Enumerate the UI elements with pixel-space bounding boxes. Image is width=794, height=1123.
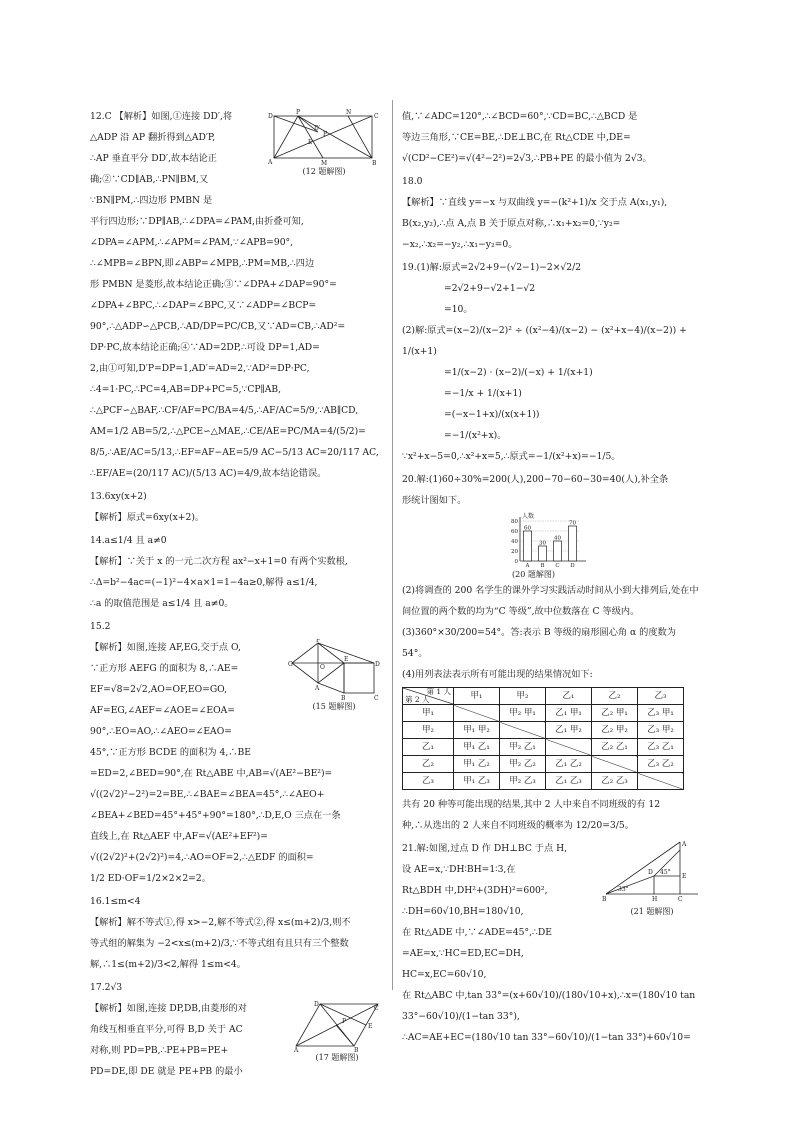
table-cell: 乙₃ 乙₁ bbox=[638, 739, 684, 756]
q19-line: =−1/(x²+x)。 bbox=[444, 430, 507, 441]
q12-line: ∠DPA=∠APM,∴∠APM=∠PAM,∵∠APB=90°, bbox=[90, 237, 294, 248]
table-corner-cell bbox=[403, 688, 454, 705]
table-cell: 乙₁ 乙₂ bbox=[546, 756, 592, 773]
q19-line: =1/(x−2) · (x−2)/(−x) + 1/(x+1) bbox=[444, 367, 593, 378]
q12-line: 2,由①可知,D′P=DP=1,AD′=AD=2,∵AD²=DP·PC, bbox=[90, 363, 310, 374]
q21-line: 在 Rt△ADE 中,∵∠ADE=45°,∴DE bbox=[402, 927, 552, 938]
table-row-header: 甲₁ bbox=[403, 705, 454, 722]
table-cell: 乙₂ 乙₁ bbox=[592, 739, 638, 756]
q12-line: ∴∠MPB=∠BPN,即∠ABP=∠MPB,∴PM=MB,∴四边 bbox=[90, 258, 315, 269]
solution-15 bbox=[90, 616, 380, 889]
table-cell: 乙₂ 甲₂ bbox=[592, 722, 638, 739]
solution-20 bbox=[402, 469, 702, 836]
fig15-label-A: A bbox=[315, 685, 320, 692]
q19-line: (2)解:原式=(x−2)/(x−2)² ÷ ((x²−4)/(x−2) − (x²+x−4)/(x−2)) + 1/(x+1) bbox=[402, 325, 687, 357]
solution-18 bbox=[402, 171, 702, 255]
q15-line: AF=EG,∠AEF=∠AOE=∠EOA= bbox=[90, 705, 235, 716]
q15-line: ∵正方形 AEFG 的面积为 8,∴AE= bbox=[90, 663, 239, 674]
q17-line: 【解析】如图,连接 DP,DB,由菱形的对 bbox=[90, 1003, 247, 1014]
solution-16 bbox=[90, 891, 380, 975]
table-header-row bbox=[403, 688, 684, 705]
y-tick-label: 40 bbox=[511, 539, 518, 545]
table-cell: 甲₂ 乙₂ bbox=[500, 756, 546, 773]
q18-line: −x₂,∴x₂=−y₂,∴x₁−y₂=0。 bbox=[402, 239, 518, 250]
q15-line: 直线上,在 Rt△AEF 中,AF=√(AE²+EF²)= bbox=[90, 831, 268, 842]
q12-line: AM=1/2 AB=5/2,∴△PCE∽△MAE,∴CE/AE=PC/MA=4/(5/2)= bbox=[90, 426, 366, 437]
q12-line: ∠DPA+∠BPC,∴∠DAP=∠BPC,又∵∠ADP=∠BCP= bbox=[90, 300, 317, 311]
y-axis-label: 人数 bbox=[522, 513, 535, 520]
table-column-header: 乙₂ bbox=[592, 688, 638, 705]
table-row bbox=[403, 756, 684, 773]
column-divider bbox=[392, 100, 393, 990]
fig12-label-M: M bbox=[321, 160, 328, 166]
fig15-label-D: D bbox=[375, 661, 380, 668]
table-cell: 乙₂ 甲₁ bbox=[592, 705, 638, 722]
figure-17 bbox=[294, 1000, 380, 1063]
q15-line: 【解析】如图,连接 AF,EG,交于点 O, bbox=[90, 642, 241, 653]
q12-line: ∴4=1·PC,∴PC=4,AB=DP+PC=5,∵CP∥AB, bbox=[90, 384, 282, 395]
y-tick-label: 60 bbox=[511, 529, 518, 535]
fig21-label-E: E bbox=[682, 873, 687, 880]
q21-line: 在 Rt△ABC 中,tan 33°=(x+60√10)/(180√10+x),∴x=(180√10 tan 33°−60√10)/(1−tan 33°), bbox=[402, 990, 696, 1022]
q12-line: 确;②∵CD∥AB,∴PN∥BM,又 bbox=[90, 174, 209, 185]
fig17-label-P: P bbox=[342, 1018, 347, 1025]
fig15-label-G: G bbox=[288, 661, 293, 668]
q20-line: (4)用列表法表示所有可能出现的结果情况如下: bbox=[402, 669, 593, 680]
figure-15-caption: (15 题解图) bbox=[312, 702, 356, 711]
bar bbox=[554, 541, 562, 561]
table-row-header: 乙₃ bbox=[403, 773, 454, 790]
q20-line: (3)360°×30/200=54°。答:表示 B 等级的扇形圆心角 α 的度数为 54°。 bbox=[402, 627, 676, 659]
q17c-line: 等边三角形,∵CE=BE,∴DE⊥BC,在 Rt△CDE 中,DE= bbox=[402, 132, 631, 143]
q17c-line: 值,∵∠ADC=120°,∴∠BCD=60°,∵CD=BC,∴△BCD 是 bbox=[402, 111, 638, 122]
bar-value-label: 30 bbox=[539, 540, 546, 547]
figure-15-diagram bbox=[288, 639, 380, 701]
q14-line: ∴a 的取值范围是 a≤1/4 且 a≠0。 bbox=[90, 598, 234, 609]
x-tick-label: B bbox=[540, 563, 545, 569]
figure-12-caption: (12 题解图) bbox=[302, 167, 346, 176]
q19-line: =2√2+9−√2+1−√2 bbox=[444, 283, 536, 294]
q12-line: 8/5,∴AE/AC=5/13,∴EF=AF−AE=5/9 AC−5/13 AC=20/117 AC, bbox=[90, 447, 379, 458]
q15-line: 90°,∴EO=AO,∴∠AEO=∠EAO= bbox=[90, 726, 232, 737]
q15-line: =ED=2,∠BED=90°,在 Rt△ABE 中,AB=√(AE²−BE²)= bbox=[90, 768, 333, 779]
table-cell: 乙₃ 乙₂ bbox=[638, 756, 684, 773]
figure-20-caption: (20 题解图) bbox=[512, 570, 555, 579]
q12-line: 12.C 【解析】如图,①连接 DD′,将 bbox=[90, 111, 233, 122]
fig15-label-B: B bbox=[341, 695, 346, 701]
x-tick-label: D bbox=[570, 563, 575, 569]
table-cell: 甲₁ 乙₁ bbox=[454, 739, 500, 756]
table-cell-empty bbox=[638, 773, 684, 790]
q17c-line: √(CD²−CE²)=√(4²−2²)=2√3,∴PB+PE 的最小值为 2√3。 bbox=[402, 153, 652, 164]
table-cell-empty bbox=[500, 722, 546, 739]
q14-line: 14.a≤1/4 且 a≠0 bbox=[90, 535, 167, 546]
fig12-label-E: E bbox=[308, 139, 313, 146]
q19-line: 19.(1)解:原式=2√2+9−(√2−1)−2×√2/2 bbox=[402, 262, 582, 273]
q19-line: =(−x−1+x)/(x(x+1)) bbox=[444, 409, 540, 420]
figure-21 bbox=[602, 840, 702, 917]
solution-17 bbox=[90, 977, 380, 1082]
solution-17-continued bbox=[402, 106, 702, 169]
q20-line: (2)将调查的 200 名学生的课外学习实践活动时间从小到大排列后,处在中间位置的两个数的均为“C 等级”,故中位数落在 C 等级内。 bbox=[402, 585, 699, 617]
fig21-label-B: B bbox=[602, 896, 607, 903]
fig12-label-D1: D′ bbox=[314, 125, 321, 132]
figure-17-caption: (17 题解图) bbox=[315, 1053, 359, 1062]
q15-line: 15.2 bbox=[90, 621, 111, 632]
bar bbox=[539, 546, 547, 561]
solution-14 bbox=[90, 530, 380, 614]
fig21-label-A: A bbox=[682, 841, 687, 848]
q12-line: ∵BN∥PM,∴四边形 PMBN 是 bbox=[90, 195, 213, 206]
table-column-header: 甲₂ bbox=[500, 688, 546, 705]
table-cell: 乙₃ 甲₂ bbox=[638, 722, 684, 739]
right-column bbox=[402, 104, 702, 1048]
figure-21-diagram bbox=[602, 840, 702, 906]
table-cell: 甲₁ 乙₃ bbox=[454, 773, 500, 790]
q18-line: 18.0 bbox=[402, 176, 423, 187]
table-cell: 甲₁ 乙₂ bbox=[454, 756, 500, 773]
q14-line: 【解析】∵关于 x 的一元二次方程 ax²−x+1=0 有两个实数根, bbox=[90, 556, 348, 567]
x-tick-label: C bbox=[555, 563, 560, 569]
fig17-label-A: A bbox=[294, 1047, 299, 1052]
table-cell: 乙₃ 甲₁ bbox=[638, 705, 684, 722]
q16-line: 16.1≤m<4 bbox=[90, 896, 141, 907]
bar-value-label: 40 bbox=[554, 535, 561, 542]
q21-line: 21.解:如图,过点 D 作 DH⊥BC 于点 H, bbox=[402, 843, 567, 854]
table-row bbox=[403, 773, 684, 790]
q17-line: 17.2√3 bbox=[90, 982, 123, 993]
q16-line: 【解析】解不等式①,得 x>−2,解不等式②,得 x≤(m+2)/3,则不 bbox=[90, 917, 351, 928]
table-column-header: 乙₃ bbox=[638, 688, 684, 705]
figure-12 bbox=[268, 108, 380, 177]
table-cell-empty bbox=[592, 756, 638, 773]
table-cell: 乙₂ 乙₃ bbox=[592, 773, 638, 790]
q20-line: 20.解:(1)60÷30%=200(人),200−70−60−30=40(人),补全条 bbox=[402, 474, 669, 485]
q21-line: ∴AC=AE+EC=(180√10 tan 33°−60√10)/(1−tan 33°)+60√10= bbox=[402, 1032, 691, 1043]
q12-line: 90°,∴△ADP∽△PCB,∴AD/DP=PC/CB,又∵AD=CB,∴AD²= bbox=[90, 321, 346, 332]
q19-line: =10。 bbox=[444, 304, 473, 315]
fig17-label-D: D bbox=[314, 1001, 319, 1008]
table-row-header: 甲₂ bbox=[403, 722, 454, 739]
table-row-header: 乙₂ bbox=[403, 756, 454, 773]
q21-line: ∴DH=60√10,BH=180√10, bbox=[402, 906, 524, 917]
q13-line: 13.6xy(x+2) bbox=[90, 491, 147, 502]
q12-line: △ADP 沿 AP 翻折得到△AD′P, bbox=[90, 132, 216, 143]
q14-line: ∴Δ=b²−4ac=(−1)²−4×a×1=1−4a≥0,解得 a≤1/4, bbox=[90, 577, 318, 588]
q12-line: 形 PMBN 是菱形,故本结论正确;③∵∠DPA+∠DAP=90°= bbox=[90, 279, 337, 290]
corner-top-label: 第 1 人 bbox=[426, 687, 451, 696]
q17-line: PD=DE,即 DE 就是 PE+PB 的最小 bbox=[90, 1066, 243, 1077]
q15-line: ∠BEA+∠BED=45°+45°+90°=180°,∴D,E,O 三点在一条 bbox=[90, 810, 341, 821]
table-row bbox=[403, 705, 684, 722]
figure-12-diagram bbox=[268, 108, 380, 166]
bar bbox=[569, 526, 577, 561]
fig12-label-F: F bbox=[323, 131, 328, 138]
q15-line: √((2√2)²+(2√2)²)=4,∴AO=OF=2,∴△EDF 的面积= bbox=[90, 852, 314, 863]
table-row bbox=[403, 722, 684, 739]
left-column bbox=[90, 104, 380, 1082]
q19-line: =−1/x + 1/(x+1) bbox=[444, 388, 522, 399]
q20-line: 种,∴从选出的 2 人来自不同班级的概率为 12/20=3/5。 bbox=[402, 820, 634, 831]
q12-line: ∴△PCF∽△BAF,∴CF/AF=PC/BA=4/5,∴AF/AC=5/9,∵AB∥CD, bbox=[90, 405, 359, 416]
x-tick-label: A bbox=[525, 563, 530, 569]
solution-13 bbox=[90, 486, 380, 528]
fig15-label-F: F bbox=[316, 639, 321, 644]
fig17-label-B: B bbox=[354, 1047, 359, 1052]
q18-line: 【解析】∵直线 y=−x 与双曲线 y=−(k²+1)/x 交于点 A(x₁,y₁), bbox=[402, 197, 668, 208]
table-row-header: 乙₁ bbox=[403, 739, 454, 756]
q16-line: 等式组的解集为 −2<x≤(m+2)/3,∵不等式组有且只有三个整数 bbox=[90, 938, 349, 949]
fig21-label-C: C bbox=[678, 896, 683, 903]
q16-line: 解,∴1≤(m+2)/3<2,解得 1≤m<4。 bbox=[90, 959, 246, 970]
fig15-label-O: O bbox=[320, 664, 325, 671]
figure-17-diagram bbox=[294, 1000, 380, 1052]
q12-line: ∴AP 垂直平分 DD′,故本结论正 bbox=[90, 153, 217, 164]
fig15-label-E: E bbox=[344, 656, 349, 663]
q12-line: 平行四边形;∵DP∥AB,∴∠DPA=∠PAM,由折叠可知, bbox=[90, 216, 304, 227]
table-cell-empty bbox=[454, 705, 500, 722]
q13-line: 【解析】原式=6xy(x+2)。 bbox=[90, 512, 205, 523]
q20-line: 形统计图如下。 bbox=[402, 495, 467, 506]
table-cell: 乙₁ 甲₁ bbox=[546, 705, 592, 722]
fig12-label-N: N bbox=[346, 109, 352, 116]
table-cell: 乙₁ 甲₂ bbox=[546, 722, 592, 739]
fig17-label-E: E bbox=[368, 1023, 373, 1030]
solution-19 bbox=[402, 257, 702, 467]
bar-value-label: 60 bbox=[524, 525, 531, 532]
fig17-label-C: C bbox=[374, 1005, 379, 1012]
q17-line: 角线互相垂直平分,可得 B,D 关于 AC bbox=[90, 1024, 243, 1035]
fig21-angle-45: 45° bbox=[660, 869, 671, 876]
q15-line: EF=√8=2√2,AO=OF,EO=GO, bbox=[90, 684, 228, 695]
solution-21 bbox=[402, 838, 702, 1048]
table-row bbox=[403, 739, 684, 756]
q21-line: 设 AE=x,∵DH∶BH=1∶3,在 bbox=[402, 864, 516, 875]
fig12-label-D: D bbox=[268, 113, 273, 120]
q15-line: 1/2 ED·OF=1/2×2×2=2。 bbox=[90, 873, 211, 884]
q19-line: ∵x²+x−5=0,∴x²+x=5,∴原式=−1/(x²+x)=−1/5。 bbox=[402, 451, 621, 462]
fig12-label-C: C bbox=[374, 113, 379, 120]
table-cell: 乙₁ 乙₃ bbox=[546, 773, 592, 790]
table-cell: 甲₁ 甲₂ bbox=[454, 722, 500, 739]
q18-line: B(x₂,y₂),∴点 A,点 B 关于原点对称,∴x₁+x₂=0,∵y₂= bbox=[402, 218, 621, 229]
fig12-label-A: A bbox=[268, 159, 273, 166]
fig15-label-C: C bbox=[374, 695, 379, 701]
fig12-label-P: P bbox=[296, 109, 301, 116]
fig21-label-D: D bbox=[648, 869, 653, 876]
table-cell: 甲₂ 乙₃ bbox=[500, 773, 546, 790]
q12-line: ∴EF/AE=(20/117 AC)/(5/13 AC)=4/9,故本结论错误。 bbox=[90, 468, 327, 479]
solution-12 bbox=[90, 106, 380, 484]
table-cell-empty bbox=[546, 739, 592, 756]
q15-line: 45°,∵正方形 BCDE 的面积为 4,∴BE bbox=[90, 747, 251, 758]
y-tick-label: 80 bbox=[511, 519, 518, 525]
table-column-header: 乙₁ bbox=[546, 688, 592, 705]
bar bbox=[524, 531, 532, 561]
y-tick-label: 0 bbox=[514, 559, 518, 565]
q12-line: DP·PC,故本结论正确;④∵AD=2DP,∴可设 DP=1,AD= bbox=[90, 342, 320, 353]
q21-line: HC=x,EC=60√10, bbox=[402, 969, 487, 980]
fig21-label-H: H bbox=[652, 896, 658, 903]
figure-20 bbox=[502, 511, 702, 580]
bar-value-label: 70 bbox=[569, 520, 576, 527]
figure-20-bar-chart bbox=[502, 511, 592, 569]
q15-line: √((2√2)²−2²)=2=BE,∴∠BAE=∠BEA=45°,∴∠AEO+ bbox=[90, 789, 325, 800]
table-cell: 甲₂ 甲₁ bbox=[500, 705, 546, 722]
q17-line: 对称,则 PD=PB,∴PE+PB=PE+ bbox=[90, 1045, 229, 1056]
figure-21-caption: (21 题解图) bbox=[630, 907, 674, 916]
q21-line: Rt△BDH 中,DH²+(3DH)²=600², bbox=[402, 885, 548, 896]
figure-15 bbox=[288, 639, 380, 712]
fig12-label-B: B bbox=[372, 160, 377, 166]
outcomes-table bbox=[402, 687, 684, 790]
q21-line: =AE=x,∵HC=ED,EC=DH, bbox=[402, 948, 524, 959]
corner-bottom-label: 第 2 人 bbox=[405, 695, 430, 704]
table-cell: 甲₂ 乙₁ bbox=[500, 739, 546, 756]
q20-line: 共有 20 种等可能出现的结果,其中 2 人中来自不同班级的有 12 bbox=[402, 799, 661, 810]
y-tick-label: 20 bbox=[511, 549, 518, 555]
fig21-angle-33: 33° bbox=[618, 886, 629, 893]
table-column-header: 甲₁ bbox=[454, 688, 500, 705]
